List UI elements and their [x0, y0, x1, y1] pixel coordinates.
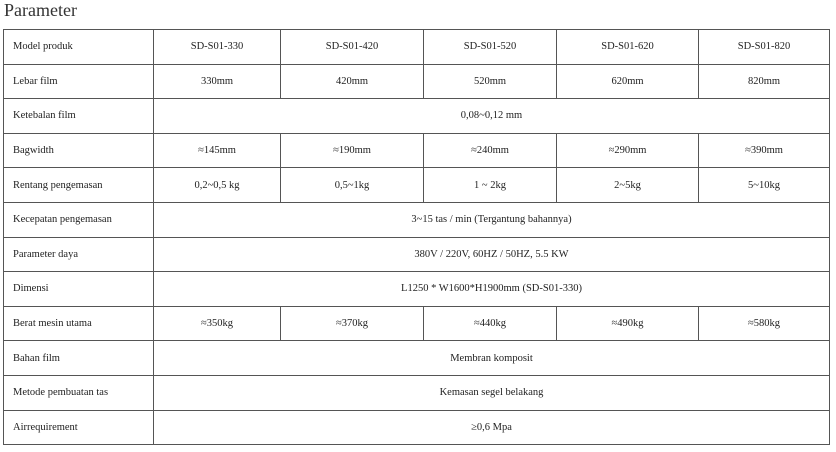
value-cell: ≈145mm [154, 133, 281, 168]
table-row [4, 272, 830, 307]
row-label: Dimensi [4, 272, 154, 307]
row-label: Metode pembuatan tas [4, 375, 154, 410]
value-cell: 330mm [154, 64, 281, 99]
table-row [4, 202, 830, 237]
value-cell: SD-S01-520 [424, 30, 557, 65]
table-row [4, 64, 830, 99]
value-cell: ≈240mm [424, 133, 557, 168]
value-cell: ≈190mm [281, 133, 424, 168]
table-row [4, 237, 830, 272]
value-cell: ≈290mm [557, 133, 699, 168]
row-label: Lebar film [4, 64, 154, 99]
value-cell: 1 ~ 2kg [424, 168, 557, 203]
value-cell: 5~10kg [699, 168, 830, 203]
value-cell: ≈440kg [424, 306, 557, 341]
value-cell: ≈490kg [557, 306, 699, 341]
row-label: Model produk [4, 30, 154, 65]
table-row [4, 30, 830, 65]
table-row [4, 306, 830, 341]
value-cell: 620mm [557, 64, 699, 99]
row-label: Berat mesin utama [4, 306, 154, 341]
merged-value-cell: 380V / 220V, 60HZ / 50HZ, 5.5 KW [154, 237, 830, 272]
merged-value-cell: L1250 * W1600*H1900mm (SD-S01-330) [154, 272, 830, 307]
value-cell: 520mm [424, 64, 557, 99]
table-row [4, 99, 830, 134]
row-label: Rentang pengemasan [4, 168, 154, 203]
parameter-table [3, 29, 830, 445]
merged-value-cell: 3~15 tas / min (Tergantung bahannya) [154, 202, 830, 237]
merged-value-cell: 0,08~0,12 mm [154, 99, 830, 134]
page-title: Parameter [4, 0, 77, 20]
row-label: Ketebalan film [4, 99, 154, 134]
value-cell: SD-S01-330 [154, 30, 281, 65]
value-cell: 820mm [699, 64, 830, 99]
value-cell: ≈370kg [281, 306, 424, 341]
value-cell: SD-S01-420 [281, 30, 424, 65]
value-cell: 0,2~0,5 kg [154, 168, 281, 203]
value-cell: 0,5~1kg [281, 168, 424, 203]
value-cell: ≈350kg [154, 306, 281, 341]
row-label: Airrequirement [4, 410, 154, 445]
value-cell: SD-S01-620 [557, 30, 699, 65]
table-row [4, 341, 830, 376]
merged-value-cell: Kemasan segel belakang [154, 375, 830, 410]
table-row [4, 133, 830, 168]
row-label: Parameter daya [4, 237, 154, 272]
table-row [4, 410, 830, 445]
row-label: Bahan film [4, 341, 154, 376]
parameter-table-body [4, 30, 830, 445]
table-row [4, 168, 830, 203]
table-row [4, 375, 830, 410]
merged-value-cell: ≥0,6 Mpa [154, 410, 830, 445]
value-cell: 420mm [281, 64, 424, 99]
row-label: Bagwidth [4, 133, 154, 168]
row-label: Kecepatan pengemasan [4, 202, 154, 237]
value-cell: ≈580kg [699, 306, 830, 341]
value-cell: ≈390mm [699, 133, 830, 168]
value-cell: SD-S01-820 [699, 30, 830, 65]
merged-value-cell: Membran komposit [154, 341, 830, 376]
value-cell: 2~5kg [557, 168, 699, 203]
